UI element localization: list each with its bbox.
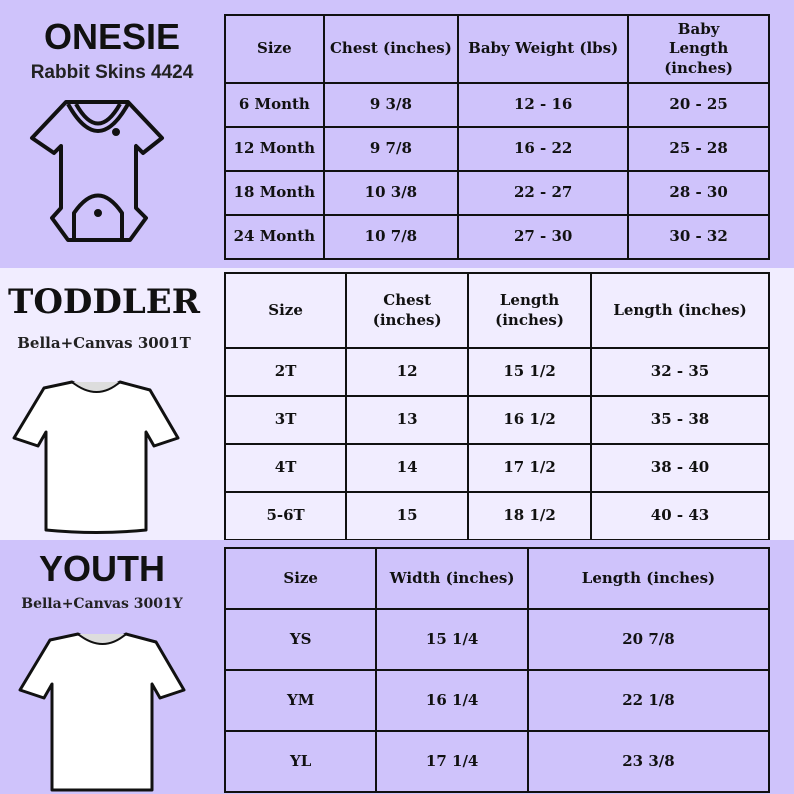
toddler-title: TODDLER (8, 282, 200, 322)
table-header-row (225, 548, 769, 609)
table-row (225, 731, 769, 792)
cell: 15 1/2 (468, 348, 591, 396)
toddler-table (224, 272, 770, 541)
table-row (225, 348, 769, 396)
cell: YM (225, 670, 376, 731)
header-cell: Length (inches) (528, 548, 769, 609)
table-row (225, 609, 769, 670)
cell: 22 - 27 (458, 171, 628, 215)
onesie-section (0, 0, 794, 268)
cell: 3T (225, 396, 346, 444)
cell: 38 - 40 (591, 444, 769, 492)
table-row (225, 127, 769, 171)
cell: 14 (346, 444, 468, 492)
cell: 27 - 30 (458, 215, 628, 259)
header-cell: Baby Weight (lbs) (458, 15, 628, 83)
onesie-title: ONESIE (43, 16, 181, 57)
cell: 5-6T (225, 492, 346, 540)
cell: 18 Month (225, 171, 324, 215)
cell: 12 - 16 (458, 83, 628, 127)
header-cell: Size (225, 15, 324, 83)
cell: 4T (225, 444, 346, 492)
table-header-row (225, 273, 769, 348)
youth-title: YOUTH (39, 548, 165, 589)
cell: 15 1/4 (376, 609, 528, 670)
cell: 28 - 30 (628, 171, 769, 215)
header-cell: Baby Length (inches) (628, 15, 769, 83)
table-header-row (225, 15, 769, 83)
cell: 6 Month (225, 83, 324, 127)
cell: 25 - 28 (628, 127, 769, 171)
toddler-section (0, 268, 794, 540)
cell: 17 1/2 (468, 444, 591, 492)
cell: 17 1/4 (376, 731, 528, 792)
youth-section (0, 540, 794, 794)
cell: 35 - 38 (591, 396, 769, 444)
cell: 9 3/8 (324, 83, 458, 127)
header-cell: Size (225, 548, 376, 609)
cell: 32 - 35 (591, 348, 769, 396)
header-cell: Width (inches) (376, 548, 528, 609)
cell: 12 (346, 348, 468, 396)
cell: YS (225, 609, 376, 670)
cell: 22 1/8 (528, 670, 769, 731)
cell: 10 7/8 (324, 215, 458, 259)
cell: 16 1/4 (376, 670, 528, 731)
tshirt-icon (18, 632, 188, 792)
table-row (225, 444, 769, 492)
youth-table (224, 547, 770, 793)
cell: 20 7/8 (528, 609, 769, 670)
cell: 15 (346, 492, 468, 540)
cell: 9 7/8 (324, 127, 458, 171)
header-cell: Size (225, 273, 346, 348)
onesie-subtitle: Rabbit Skins 4424 (30, 62, 194, 83)
cell: 16 1/2 (468, 396, 591, 444)
header-cell: Chest (inches) (324, 15, 458, 83)
cell: 13 (346, 396, 468, 444)
cell: 16 - 22 (458, 127, 628, 171)
cell: 18 1/2 (468, 492, 591, 540)
header-cell: Length (inches) (468, 273, 591, 348)
table-row (225, 83, 769, 127)
onesie-icon (28, 98, 168, 248)
table-row (225, 396, 769, 444)
table-row (225, 171, 769, 215)
header-cell: Length (inches) (591, 273, 769, 348)
table-row (225, 670, 769, 731)
table-row (225, 215, 769, 259)
table-row (225, 492, 769, 540)
tshirt-icon (12, 380, 182, 540)
cell: 23 3/8 (528, 731, 769, 792)
cell: 24 Month (225, 215, 324, 259)
cell: YL (225, 731, 376, 792)
cell: 12 Month (225, 127, 324, 171)
cell: 10 3/8 (324, 171, 458, 215)
cell: 30 - 32 (628, 215, 769, 259)
cell: 20 - 25 (628, 83, 769, 127)
toddler-subtitle: Bella+Canvas 3001T (17, 334, 191, 352)
youth-subtitle: Bella+Canvas 3001Y (21, 596, 183, 612)
onesie-table (224, 14, 770, 260)
header-cell: Chest (inches) (346, 273, 468, 348)
cell: 2T (225, 348, 346, 396)
cell: 40 - 43 (591, 492, 769, 540)
